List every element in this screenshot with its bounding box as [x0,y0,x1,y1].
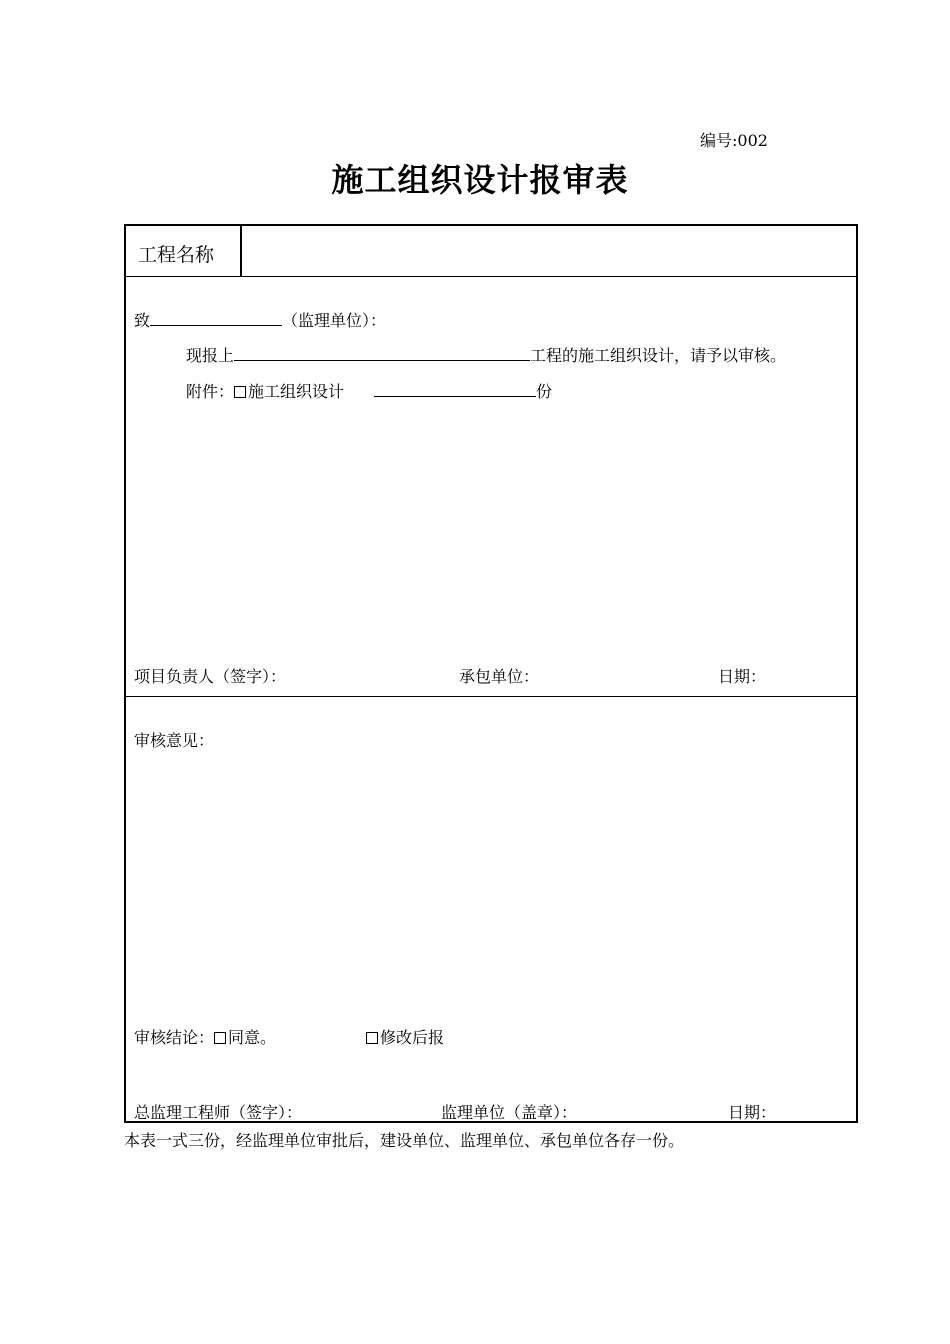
serial-number: 编号:002 [700,131,768,150]
attachment-label: 附件： [186,382,235,401]
project-name-field[interactable] [248,230,848,272]
attachment-line [186,379,552,402]
option-revise: 修改后报 [380,1028,445,1047]
project-blank[interactable] [234,346,530,361]
option-agree: 同意。 [228,1028,277,1047]
row-divider-2 [124,696,858,697]
to-suffix: （监理单位）： [282,311,387,330]
report-line [186,343,786,366]
opinion-label: 审核意见： [134,731,215,750]
attachment-item: 施工组织设计 [248,382,345,401]
agree-checkbox[interactable] [214,1032,226,1044]
sign-date-2: 日期： [728,1103,777,1122]
conclusion-line [134,1025,276,1048]
revise-option [366,1025,444,1048]
project-name-label: 工程名称 [138,244,215,266]
sign-person: 项目负责人（签字）： [134,667,287,686]
sign-contractor-unit: 承包单位： [459,667,540,686]
row-divider-1 [124,276,858,277]
revise-checkbox[interactable] [366,1032,378,1044]
report-prefix: 现报上 [186,346,235,365]
to-line [134,308,386,331]
conclusion-label: 审核结论： [134,1028,215,1047]
to-prefix: 致 [134,311,151,330]
sign-supervision-unit: 监理单位（盖章）： [441,1103,578,1122]
report-suffix: 工程的施工组织设计，请予以审核。 [530,346,787,365]
form-title: 施工组织设计报审表 [331,161,629,199]
copies-suffix: 份 [536,382,553,401]
sign-date-1: 日期： [718,667,767,686]
attachment-checkbox[interactable] [234,386,246,398]
footnote: 本表一式三份，经监理单位审批后，建设单位、监理单位、承包单位各存一份。 [124,1131,685,1150]
supervision-unit-blank[interactable] [150,311,282,326]
sign-engineer: 总监理工程师（签字）： [134,1103,303,1122]
project-name-divider [240,224,242,277]
copies-blank[interactable] [374,382,536,397]
